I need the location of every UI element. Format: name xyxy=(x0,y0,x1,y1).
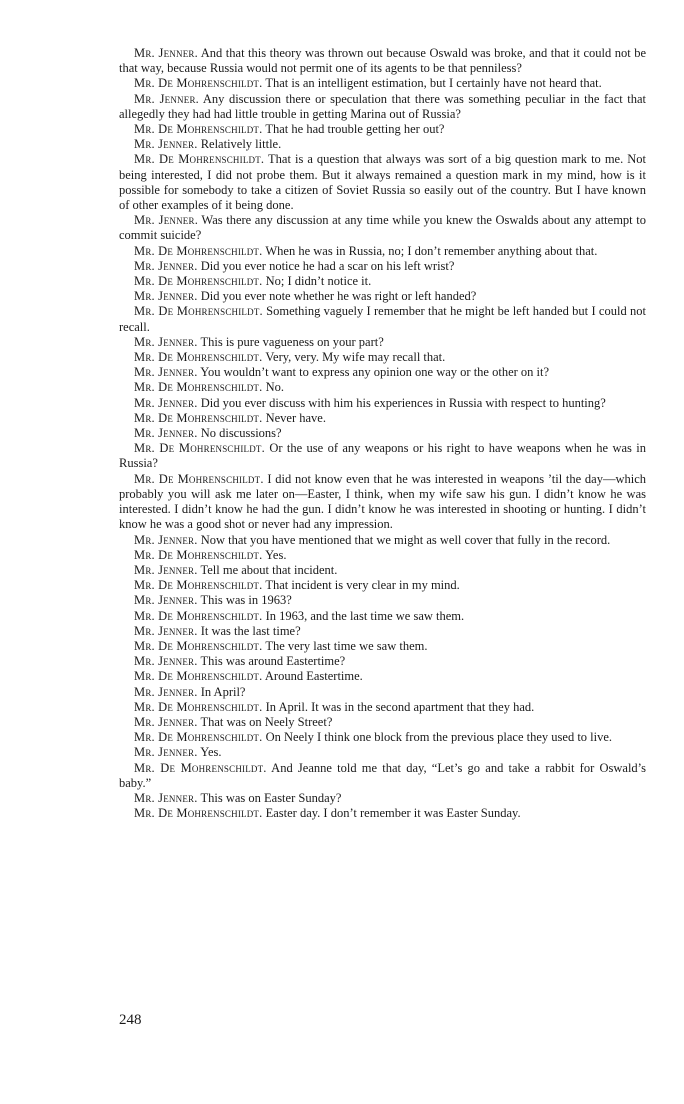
speaker-name: Mr. Jenner. xyxy=(134,684,198,699)
testimony-paragraph xyxy=(119,380,646,395)
speaker-name: Mr. Jenner. xyxy=(134,46,198,60)
testimony-paragraph xyxy=(119,624,646,639)
testimony-paragraph xyxy=(119,213,646,243)
speaker-name: Mr. Jenner. xyxy=(134,91,199,106)
speaker-name: Mr. De Mohrenschildt. xyxy=(134,274,263,289)
page-number: 248 xyxy=(119,1012,142,1028)
testimony-paragraph xyxy=(119,700,646,715)
statement-text: You wouldn’t want to express any opinion one way or the other on it? xyxy=(200,365,550,380)
statement-text: Never have. xyxy=(265,410,326,425)
speaker-name: Mr. De Mohrenschildt. xyxy=(134,471,264,486)
testimony-paragraph xyxy=(119,76,646,91)
statement-text: Did you ever discuss with him his experiences in Russia with respect to hunting? xyxy=(200,395,606,410)
statement-text: Something vaguely I remember that he might be left handed but I could not recall. xyxy=(119,304,646,334)
statement-text: Did you ever notice he had a scar on his left wrist? xyxy=(200,258,455,273)
speaker-name: Mr. De Mohrenschildt. xyxy=(134,304,263,319)
speaker-name: Mr. De Mohrenschildt. xyxy=(134,441,265,456)
speaker-name: Mr. Jenner. xyxy=(134,365,198,380)
statement-text: This was on Easter Sunday? xyxy=(200,790,342,805)
speaker-name: Mr. Jenner. xyxy=(134,137,198,152)
testimony-paragraph xyxy=(119,396,646,411)
testimony-paragraph xyxy=(119,441,646,471)
testimony-paragraph xyxy=(119,289,646,304)
testimony-paragraph xyxy=(119,350,646,365)
statement-text: That he had trouble getting her out? xyxy=(265,122,445,137)
testimony-paragraph xyxy=(119,578,646,593)
testimony-paragraph xyxy=(119,259,646,274)
statement-text: Around Eastertime. xyxy=(264,669,363,684)
testimony-paragraph xyxy=(119,533,646,548)
statement-text: That is an intelligent estimation, but I certainly have not heard that. xyxy=(265,76,602,91)
speaker-name: Mr. Jenner. xyxy=(134,426,198,441)
statement-text: It was the last time? xyxy=(200,623,301,638)
speaker-name: Mr. Jenner. xyxy=(134,532,198,547)
speaker-name: Mr. De Mohrenschildt. xyxy=(134,380,263,395)
statement-text: Any discussion there or speculation that there was something peculiar in the fact that allegedly they had had little trouble in getting Marina out of Russia? xyxy=(119,91,647,121)
testimony-paragraph xyxy=(119,274,646,289)
statement-text: No; I didn’t notice it. xyxy=(265,274,372,289)
statement-text: And Jeanne told me that day, “Let’s go and take a rabbit for Oswald’s baby.” xyxy=(119,760,647,790)
statement-text: Yes. xyxy=(200,745,222,760)
testimony-paragraph xyxy=(119,548,646,563)
testimony-paragraph xyxy=(119,152,646,213)
statement-text: That incident is very clear in my mind. xyxy=(265,578,460,593)
speaker-name: Mr. De Mohrenschildt. xyxy=(134,152,265,167)
statement-text: When he was in Russia, no; I don’t remember anything about that. xyxy=(265,243,598,258)
statement-text: No. xyxy=(265,380,284,395)
testimony-paragraph xyxy=(119,426,646,441)
testimony-paragraph xyxy=(119,335,646,350)
speaker-name: Mr. De Mohrenschildt. xyxy=(134,730,263,745)
statement-text: The very last time we saw them. xyxy=(265,638,428,653)
speaker-name: Mr. De Mohrenschildt. xyxy=(134,608,263,623)
testimony-paragraph xyxy=(119,472,646,533)
speaker-name: Mr. De Mohrenschildt. xyxy=(134,699,263,714)
speaker-name: Mr. De Mohrenschildt. xyxy=(134,578,263,593)
testimony-paragraph xyxy=(119,92,646,122)
speaker-name: Mr. Jenner. xyxy=(134,213,199,228)
statement-text: In 1963, and the last time we saw them. xyxy=(265,608,465,623)
statement-text: Tell me about that incident. xyxy=(200,562,338,577)
statement-text: Very, very. My wife may recall that. xyxy=(265,350,446,365)
speaker-name: Mr. De Mohrenschildt. xyxy=(134,547,263,562)
testimony-paragraph xyxy=(119,365,646,380)
testimony-paragraph xyxy=(119,122,646,137)
testimony-paragraph xyxy=(119,669,646,684)
statement-text: Yes. xyxy=(265,547,287,562)
testimony-paragraph xyxy=(119,761,646,791)
speaker-name: Mr. De Mohrenschildt. xyxy=(134,806,263,821)
testimony-text xyxy=(119,46,646,821)
statement-text: No discussions? xyxy=(200,426,282,441)
testimony-paragraph xyxy=(119,304,646,334)
statement-text: That was on Neely Street? xyxy=(200,714,333,729)
statement-text: And that this theory was thrown out because Oswald was broke, and that it could not be that way, because Russia would not permit one of its agents to be that penniless? xyxy=(119,46,646,76)
statement-text: Did you ever note whether he was right or left handed? xyxy=(200,289,477,304)
testimony-paragraph xyxy=(119,730,646,745)
statement-text: In April? xyxy=(200,684,246,699)
testimony-paragraph xyxy=(119,745,646,760)
speaker-name: Mr. De Mohrenschildt. xyxy=(134,122,263,137)
testimony-paragraph xyxy=(119,563,646,578)
speaker-name: Mr. De Mohrenschildt. xyxy=(134,669,263,684)
testimony-paragraph xyxy=(119,639,646,654)
speaker-name: Mr. Jenner. xyxy=(134,258,198,273)
speaker-name: Mr. De Mohrenschildt. xyxy=(134,76,263,91)
statement-text: Now that you have mentioned that we might as well cover that fully in the record. xyxy=(200,532,611,547)
testimony-paragraph xyxy=(119,791,646,806)
speaker-name: Mr. Jenner. xyxy=(134,593,198,608)
statement-text: This was in 1963? xyxy=(200,593,292,608)
speaker-name: Mr. De Mohrenschildt. xyxy=(134,638,263,653)
testimony-paragraph xyxy=(119,411,646,426)
speaker-name: Mr. Jenner. xyxy=(134,289,198,304)
statement-text: That is a question that always was sort of a big question mark to me. Not being interested, I did not probe them. But it always remained a question mark in my mind, how is it possible for somebody to take a citizen of Soviet Russia so easily out of the country. But I have known of other examples of it being done. xyxy=(119,152,646,213)
statement-text: In April. It was in the second apartment that they had. xyxy=(265,699,535,714)
testimony-paragraph xyxy=(119,244,646,259)
speaker-name: Mr. Jenner. xyxy=(134,745,198,760)
speaker-name: Mr. De Mohrenschildt. xyxy=(134,243,263,258)
speaker-name: Mr. Jenner. xyxy=(134,334,198,349)
speaker-name: Mr. Jenner. xyxy=(134,623,198,638)
speaker-name: Mr. Jenner. xyxy=(134,714,198,729)
testimony-paragraph xyxy=(119,609,646,624)
testimony-paragraph xyxy=(119,806,646,821)
statement-text: Relatively little. xyxy=(200,137,282,152)
testimony-paragraph xyxy=(119,593,646,608)
statement-text: On Neely I think one block from the previous place they used to live. xyxy=(265,730,613,745)
statement-text: I did not know even that he was interested in weapons ’til the day—which probably you will ask me later on—Easter, I think, when my wife saw his gun. I didn’t know he was interested. I didn’t know he had the gun. I didn’t know he was interested in shooting or hunting. I didn’t know he was a good shot or never had any impression. xyxy=(119,471,646,532)
statement-text: Easter day. I don’t remember it was Easter Sunday. xyxy=(265,806,521,821)
testimony-paragraph xyxy=(119,685,646,700)
testimony-paragraph xyxy=(119,715,646,730)
speaker-name: Mr. De Mohrenschildt. xyxy=(134,350,263,365)
speaker-name: Mr. Jenner. xyxy=(134,654,198,669)
speaker-name: Mr. Jenner. xyxy=(134,562,198,577)
testimony-paragraph xyxy=(119,46,646,76)
speaker-name: Mr. De Mohrenschildt. xyxy=(134,760,267,775)
statement-text: Or the use of any weapons or his right to have weapons when he was in Russia? xyxy=(119,441,646,471)
speaker-name: Mr. Jenner. xyxy=(134,395,198,410)
speaker-name: Mr. De Mohrenschildt. xyxy=(134,410,263,425)
statement-text: Was there any discussion at any time while you knew the Oswalds about any attempt to commit suicide? xyxy=(119,213,646,243)
statement-text: This is pure vagueness on your part? xyxy=(200,334,384,349)
statement-text: This was around Eastertime? xyxy=(200,654,346,669)
testimony-paragraph xyxy=(119,654,646,669)
speaker-name: Mr. Jenner. xyxy=(134,790,198,805)
testimony-paragraph xyxy=(119,137,646,152)
